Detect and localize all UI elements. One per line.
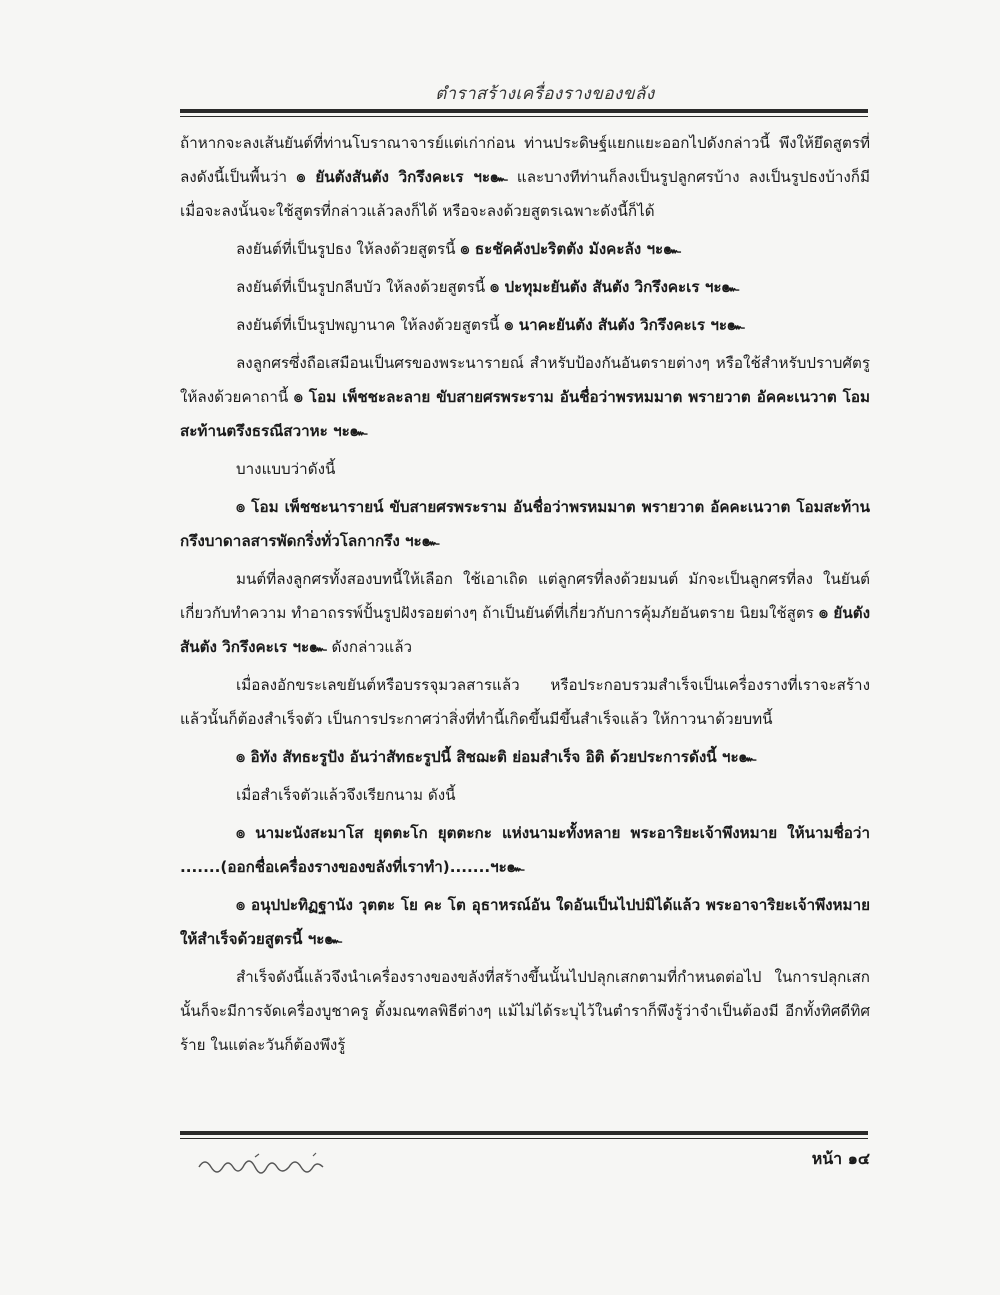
body-text-run: เมื่อลงอักขระเลขยันต์หรือบรรจุมวลสารแล้ว หรือประกอบรวมสำเร็จเป็นเครื่องรางที่เราจะสร้างแล้วนั้นก็ต้องสำเร็จตัว เป็นการประกาศว่าสิ่งที่ทำนี้เกิดขึ้นมีขึ้นสำเร็จแล้ว ให้กาวนาด้วยบทนี้ bbox=[180, 676, 870, 728]
body-text-run: ดังกล่าวแล้ว bbox=[326, 638, 413, 656]
author-signature bbox=[195, 1151, 365, 1175]
body-text-run: เมื่อสำเร็จตัวแล้วจึงเรียกนาม ดังนี้ bbox=[236, 786, 456, 804]
body-text-run: ลงยันต์ที่เป็นรูปพญานาค ให้ลงด้วยสูตรนี้ bbox=[236, 316, 505, 334]
body-text bbox=[180, 126, 870, 1062]
mantra-text: ๏ ยันตังสันตัง วิกรึงคะเร ฯะ๛ bbox=[180, 604, 870, 656]
body-text-run: สำเร็จดังนี้แล้วจึงนำเครื่องรางของขลังที่สร้างขึ้นนั้นไปปลุกเสกตามที่กำหนดต่อไป ในการปลุกเสกนั้นก็จะมีการจัดเครื่องบูชาครู ตั้งมณฑลพิธีต่างๆ แม้ไม่ได้ระบุไว้ในตำราก็พึงรู้ว่าจำเป็นต้องมี อีกทั้งทิศดีทิศร้าย ในแต่ละวันก็ต้องพึงรู้ bbox=[180, 968, 870, 1054]
page-number: หน้า ๑๔ bbox=[811, 1149, 870, 1168]
signature-scribble-icon bbox=[195, 1151, 365, 1175]
paragraph bbox=[180, 960, 870, 1062]
paragraph bbox=[180, 668, 870, 736]
body-text-run: ถ้าหากจะลงเส้นยันต์ที่ท่านโบราณาจารย์แต่เก่าก่อน ท่านประดิษฐ์แยกแยะออกไปดังกล่าวนี้ พึงให้ยึดสูตรที่ลงดังนี้เป็นพื้นว่า bbox=[180, 134, 870, 186]
mantra-text: ๏ โอม เพ็ชชะละลาย ขับสายศรพระราม อันชื่อว่าพรหมมาต พรายวาต อัคคะเนวาต โอมสะท้านตรึงธรณีสวาหะ ฯะ๛ bbox=[180, 388, 871, 440]
header-rule-thick bbox=[180, 109, 868, 113]
body-text-run: ลงยันต์ที่เป็นรูปกลีบบัว ให้ลงด้วยสูตรนี้ bbox=[236, 278, 490, 296]
paragraph bbox=[180, 308, 870, 342]
paragraph bbox=[180, 452, 870, 486]
mantra-text: ๏ นามะนังสะมาโส ยุตตะโก ยุตตะกะ แห่งนามะทั้งหลาย พระอาริยะเจ้าพึงหมาย ให้นามชื่อว่า .......(ออกชื่อเครื่องรางของขลังที่เราทำ).......ฯะ๛ bbox=[180, 824, 870, 876]
paragraph bbox=[180, 490, 870, 558]
paragraph bbox=[180, 562, 870, 664]
footer-rule-thick bbox=[180, 1131, 868, 1135]
footer-rule-thin bbox=[180, 1138, 868, 1139]
paragraph bbox=[180, 740, 870, 774]
body-text-run: และบางทีท่านก็ลงเป็นรูปลูกศรบ้าง ลงเป็นรูปธงบ้างก็มี เมื่อจะลงนั้นจะใช้สูตรที่กล่าวแล้วลงก็ได้ หรือจะลงด้วยสูตรเฉพาะดังนี้ก็ได้ bbox=[180, 168, 870, 220]
paragraph bbox=[180, 346, 870, 448]
body-text-run: มนต์ที่ลงลูกศรทั้งสองบทนี้ให้เลือก ใช้เอาเถิด แต่ลูกศรที่ลงด้วยมนต์ มักจะเป็นลูกศรที่ลง ในยันต์เกี่ยวกับทำความ ทำอาถรรพ์ปั้นรูปฝังรอยต่างๆ ถ้าเป็นยันต์ที่เกี่ยวกับการคุ้มภัยอันตราย นิยมใช้สูตร bbox=[180, 570, 870, 622]
mantra-text: ๏ ปะทุมะยันตัง สันตัง วิกรึงคะเร ฯะ๛ bbox=[489, 278, 740, 296]
mantra-text: ๏ ธะชัคคังปะริตตัง มังคะลัง ฯะ๛ bbox=[460, 240, 681, 258]
mantra-text: ๏ นาคะยันตัง สันตัง วิกรึงคะเร ฯะ๛ bbox=[504, 316, 745, 334]
paragraph bbox=[180, 270, 870, 304]
body-text-run: ลงลูกศรซึ่งถือเสมือนเป็นศรของพระนารายณ์ สำหรับป้องกันอันตรายต่างๆ หรือใช้สำหรับปราบศัตรู ให้ลงด้วยคาถานี้ bbox=[180, 354, 870, 406]
mantra-text: ๏ อนุปปะทิฏฐานัง วุตตะ โย คะ โต อุธาหรณ์อัน ใดอันเป็นไปบ่มิได้แล้ว พระอาจาริยะเจ้าพึงหมาย ให้สำเร็จด้วยสูตรนี้ ฯะ๛ bbox=[180, 896, 870, 948]
body-text-run: ลงยันต์ที่เป็นรูปธง ให้ลงด้วยสูตรนี้ bbox=[236, 240, 461, 258]
paragraph bbox=[180, 816, 870, 884]
mantra-text: ๏ อิทัง สัทธะรูปัง อันว่าสัทธะรูปนี้ สิชฌะติ ย่อมสำเร็จ อิติ ด้วยประการดังนี้ ฯะ๛ bbox=[236, 748, 757, 766]
paragraph bbox=[180, 778, 870, 812]
paragraph bbox=[180, 888, 870, 956]
header-rule-thin bbox=[180, 116, 868, 117]
mantra-text: ๏ โอม เพ็ชชะนารายน์ ขับสายศรพระราม อันชื่อว่าพรหมมาต พรายวาต อัคคะเนวาต โอมสะท้านกรึงบาดาลสารพัดกริ่งทั่วโลกากรึง ฯะ๛ bbox=[180, 498, 870, 550]
paragraph bbox=[180, 126, 870, 228]
paragraph bbox=[180, 232, 870, 266]
running-header-title: ตำราสร้างเครื่องรางของขลัง bbox=[435, 84, 655, 104]
body-text-run: บางแบบว่าดังนี้ bbox=[236, 460, 336, 478]
mantra-text: ๏ ยันตังสันตัง วิกรึงคะเร ฯะ๛ bbox=[296, 168, 508, 186]
